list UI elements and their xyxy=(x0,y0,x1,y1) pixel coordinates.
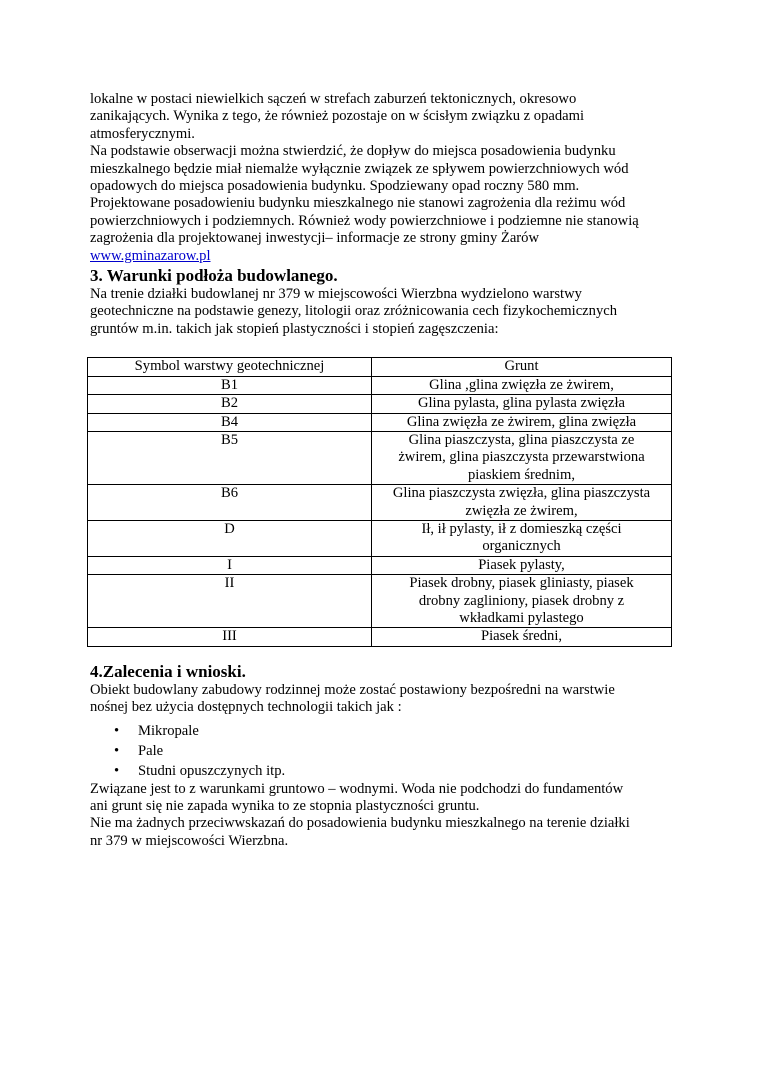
bullet-icon: • xyxy=(114,722,120,739)
layer-symbol: I xyxy=(88,556,372,574)
list-item xyxy=(90,721,680,741)
section-4-heading: 4.Zalecenia i wnioski. xyxy=(90,661,246,681)
table-header-row xyxy=(88,358,672,376)
table-row xyxy=(88,376,672,394)
soil-description xyxy=(372,520,672,556)
layer-symbol: B4 xyxy=(88,413,372,431)
bullet-icon: • xyxy=(114,762,120,779)
soil-description xyxy=(372,413,672,431)
text-line: ani grunt się nie zapada wynika to ze stopnia plastyczności gruntu. xyxy=(90,798,480,814)
soil-description xyxy=(372,376,672,394)
technology-bullet-list xyxy=(90,721,680,781)
section-4-intro-paragraph xyxy=(90,682,680,717)
cell-line: Ił, ił pylasty, ił z domieszką części xyxy=(421,520,622,537)
bullet-icon: • xyxy=(114,742,120,759)
layer-symbol: B5 xyxy=(88,431,372,484)
section-3-paragraph xyxy=(90,286,680,338)
table-row xyxy=(88,485,672,521)
layer-symbol: B2 xyxy=(88,395,372,413)
text-line: Na podstawie obserwacji można stwierdzić, że dopływ do miejsca posadowienia budynku xyxy=(90,143,616,160)
list-item-label: Studni opuszczynych itp. xyxy=(138,762,286,779)
text-line: gruntów m.in. takich jak stopień plastyczności i stopień zagęszczenia: xyxy=(90,320,499,337)
text-line: Obiekt budowlany zabudowy rodzinnej może zostać postawiony bezpośredni na warstwie xyxy=(90,681,615,698)
soil-description xyxy=(372,485,672,521)
soil-description xyxy=(372,395,672,413)
gmina-website-link[interactable]: www.gminazarow.pl xyxy=(90,247,211,264)
cell-line: organicznych xyxy=(482,538,561,555)
text-line: nośnej bez użycia dostępnych technologii takich jak : xyxy=(90,699,402,716)
cell-line: zwięzła ze żwirem, xyxy=(465,502,578,519)
table-row xyxy=(88,431,672,484)
layer-symbol: D xyxy=(88,520,372,556)
table-row xyxy=(88,628,672,646)
text-line: nr 379 w miejscowości Wierzbna. xyxy=(90,832,289,849)
cell-line: Piasek drobny, piasek gliniasty, piasek xyxy=(409,575,634,592)
text-line: mieszkalnego będzie miał niemalże wyłącznie związek ze spływem powierzchniowych wód xyxy=(90,160,629,177)
list-item xyxy=(90,761,680,781)
soil-description xyxy=(372,575,672,628)
text-line: atmosferycznymi. xyxy=(90,125,195,142)
cell-line: wkładkami pylastego xyxy=(459,609,584,626)
table-row xyxy=(88,520,672,556)
cell-line: piaskiem średnim, xyxy=(467,466,575,483)
website-link-line xyxy=(90,248,680,265)
cell-line: Glina zwięzła ze żwirem, glina zwięzła xyxy=(406,413,637,430)
text-line: Projektowane posadowieniu budynku mieszkalnego nie stanowi zagrożenia dla reżimu wód xyxy=(90,195,626,212)
cell-line: drobny zagliniony, piasek drobny z xyxy=(418,592,625,609)
soil-description xyxy=(372,431,672,484)
text-line: lokalne w postaci niewielkich sączeń w strefach zaburzeń tektonicznych, okresowo xyxy=(90,91,577,107)
cell-line: Piasek pylasty, xyxy=(478,556,565,573)
text-line: powierzchniowych i podziemnych. Również wody powierzchniowe i podziemne nie stanowią xyxy=(90,212,639,229)
list-item-label: Mikropale xyxy=(138,722,199,739)
text-line: Na trenie działki budowlanej nr 379 w miejscowości Wierzbna wydzielono warstwy xyxy=(90,286,582,303)
header-grunt: Grunt xyxy=(372,358,672,376)
layer-symbol: II xyxy=(88,575,372,628)
layer-symbol: B1 xyxy=(88,376,372,394)
geotechnical-layers-table xyxy=(87,357,672,647)
table-row xyxy=(88,575,672,628)
cell-line: Glina piaszczysta, glina piaszczysta ze xyxy=(408,431,635,448)
header-symbol: Symbol warstwy geotechnicznej xyxy=(88,358,372,376)
list-item-label: Pale xyxy=(138,742,164,759)
cell-line: Glina pylasta, glina pylasta zwięzła xyxy=(417,395,626,412)
list-item xyxy=(90,741,680,761)
table-row xyxy=(88,556,672,574)
text-line: Nie ma żadnych przeciwwskazań do posadowienia budynku mieszkalnego na terenie działki xyxy=(90,815,630,832)
text-line: zanikających. Wynika z tego, że również pozostaje on w ścisłym związku z opadami xyxy=(90,108,585,125)
layer-symbol: B6 xyxy=(88,485,372,521)
section-3-heading: 3. Warunki podłoża budowlanego. xyxy=(90,266,338,286)
layer-symbol: III xyxy=(88,628,372,646)
text-line: opadowych do miejsca posadowienia budynku. Spodziewany opad roczny 580 mm. xyxy=(90,178,580,195)
table-row xyxy=(88,395,672,413)
text-line: zagrożenia dla projektowanej inwestycji– informacje ze strony gminy Żarów xyxy=(90,230,540,247)
document-page xyxy=(90,91,680,850)
text-line: Związane jest to z warunkami gruntowo – wodnymi. Woda nie podchodzi do fundamentów xyxy=(90,780,624,797)
text-line: geotechniczne na podstawie genezy, litologii oraz zróżnicowania cech fizykochemicznych xyxy=(90,303,618,320)
intro-paragraph xyxy=(90,91,680,265)
cell-line: Glina ,glina zwięzła ze żwirem, xyxy=(429,376,614,393)
cell-line: żwirem, glina piaszczysta przewarstwiona xyxy=(398,449,645,466)
section-4-conclusion-paragraph xyxy=(90,781,680,851)
cell-line: Piasek średni, xyxy=(480,628,563,645)
soil-description xyxy=(372,628,672,646)
table-row xyxy=(88,413,672,431)
cell-line: Glina piaszczysta zwięzła, glina piaszczysta xyxy=(392,485,651,502)
soil-description xyxy=(372,556,672,574)
